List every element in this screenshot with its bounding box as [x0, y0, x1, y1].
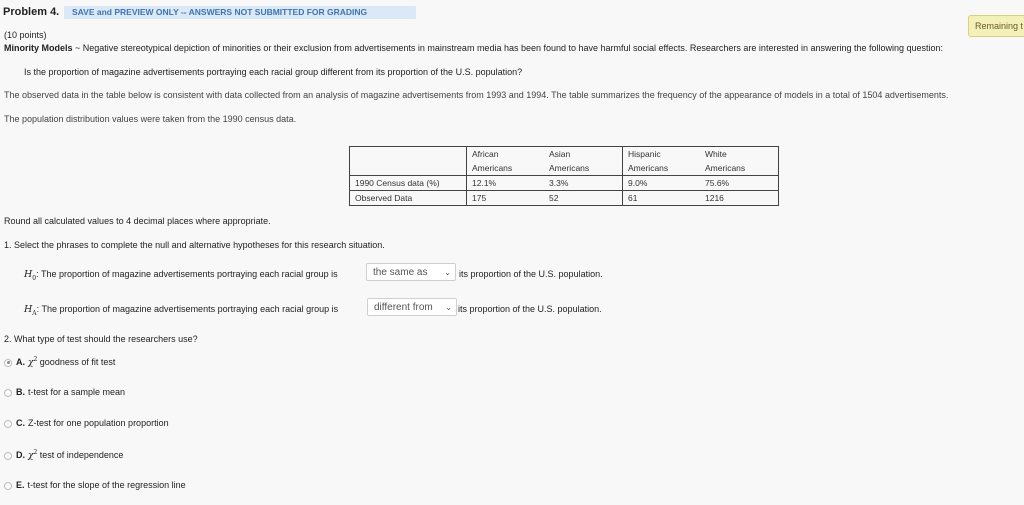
- table-corner-cell: [350, 147, 467, 162]
- table-cell: 175: [467, 191, 545, 206]
- table-cell: 61: [623, 191, 701, 206]
- header-line: Americans: [549, 163, 590, 173]
- chevron-down-icon: ⌄: [445, 303, 452, 312]
- alternative-hypothesis: [24, 304, 338, 317]
- h0-after-text: its proportion of the U.S. population.: [459, 269, 603, 279]
- h0-select[interactable]: [366, 263, 456, 281]
- option-e[interactable]: [4, 480, 186, 490]
- question-2: 2. What type of test should the researchers use?: [4, 334, 198, 344]
- population-text: The population distribution values were taken from the 1990 census data.: [4, 114, 297, 124]
- table-corner-cell: [350, 161, 467, 176]
- table-cell: 9.0%: [623, 176, 701, 191]
- option-text: goodness of fit test: [37, 357, 116, 367]
- option-d[interactable]: [4, 449, 123, 461]
- table-cell: 3.3%: [544, 176, 623, 191]
- chi-squared-symbol: $\chi^2$: [28, 449, 38, 461]
- table-header-cell: [623, 161, 701, 176]
- table-header-cell: [700, 161, 779, 176]
- remaining-tab[interactable]: Remaining t: [968, 15, 1024, 37]
- row-label: 1990 Census data (%): [350, 176, 467, 191]
- data-table: [349, 146, 779, 206]
- observed-data-text: The observed data in the table below is consistent with data collected from an analysis of magazine advertisements from 1993 and 1994. The table summarizes the frequency of the appearance of models in a total of 1504 advertisements.: [4, 90, 949, 100]
- table-header-row: [350, 147, 779, 162]
- option-letter: D.: [16, 450, 25, 460]
- radio-button[interactable]: [4, 359, 12, 367]
- h0-selected-value: the same as: [373, 267, 428, 278]
- header-line: African: [472, 149, 499, 159]
- option-c[interactable]: [4, 418, 169, 428]
- option-letter: A.: [16, 357, 25, 367]
- preview-banner: SAVE and PREVIEW ONLY -- ANSWERS NOT SUBMITTED FOR GRADING: [64, 6, 416, 19]
- ha-after-text: its proportion of the U.S. population.: [458, 304, 602, 314]
- table-row: [350, 176, 779, 191]
- null-hypothesis: [24, 269, 338, 282]
- header-line: Americans: [628, 163, 669, 173]
- table-cell: 12.1%: [467, 176, 545, 191]
- chevron-down-icon: ⌄: [444, 268, 451, 277]
- header-line: White: [705, 149, 727, 159]
- option-letter: C.: [16, 418, 25, 428]
- chi-squared-symbol: $\chi^2$: [28, 356, 38, 368]
- header-line: Americans: [472, 163, 513, 173]
- ha-label: $H_A$: [24, 304, 37, 317]
- table-cell: 75.6%: [700, 176, 779, 191]
- header-line: Hispanic: [628, 149, 661, 159]
- table-row: [350, 191, 779, 206]
- option-letter: E.: [16, 480, 25, 490]
- points-label: (10 points): [4, 30, 47, 40]
- research-question: Is the proportion of magazine advertisements portraying each racial group different from its proportion of the U.S. population?: [24, 67, 523, 77]
- table-header-cell: [467, 161, 545, 176]
- option-text: t-test for the slope of the regression line: [27, 480, 186, 490]
- h0-label: $H_0$: [24, 269, 37, 282]
- radio-button[interactable]: [4, 420, 12, 428]
- intro-text: ~ Negative stereotypical depiction of minorities or their exclusion from advertisements in mainstream media has been found to have harmful social effects. Researchers are interested in answering the following question:: [72, 43, 944, 53]
- problem-title: Problem 4.: [3, 6, 60, 18]
- ha-select[interactable]: [367, 298, 457, 316]
- table-header-cell: [700, 147, 779, 162]
- header-line: Asian: [549, 149, 571, 159]
- h0-subscript: 0: [32, 274, 37, 282]
- row-label: Observed Data: [350, 191, 467, 206]
- radio-button[interactable]: [4, 452, 12, 460]
- question-1: 1. Select the phrases to complete the null and alternative hypotheses for this research situation.: [4, 240, 385, 250]
- table-cell: 1216: [700, 191, 779, 206]
- topic-label: Minority Models: [4, 43, 73, 53]
- table-header-cell: [623, 147, 701, 162]
- ha-selected-value: different from: [374, 302, 433, 313]
- header-line: Americans: [705, 163, 746, 173]
- rounding-note: Round all calculated values to 4 decimal places where appropriate.: [4, 216, 271, 226]
- option-letter: B.: [16, 387, 25, 397]
- radio-button[interactable]: [4, 389, 12, 397]
- option-text: test of independence: [37, 450, 124, 460]
- table-cell: 52: [544, 191, 623, 206]
- radio-button[interactable]: [4, 482, 12, 490]
- option-text: t-test for a sample mean: [28, 387, 126, 397]
- h0-text: : The proportion of magazine advertisements portraying each racial group is: [36, 269, 338, 279]
- problem-intro: [4, 43, 943, 53]
- ha-text: : The proportion of magazine advertisements portraying each racial group is: [36, 304, 339, 314]
- option-a[interactable]: [4, 356, 115, 368]
- table-header-cell: [544, 161, 623, 176]
- ha-subscript: A: [32, 309, 37, 317]
- table-header-cell: [544, 147, 623, 162]
- table-header-cell: [467, 147, 545, 162]
- option-b[interactable]: [4, 387, 125, 397]
- option-text: Z-test for one population proportion: [28, 418, 169, 428]
- table-header-row: [350, 161, 779, 176]
